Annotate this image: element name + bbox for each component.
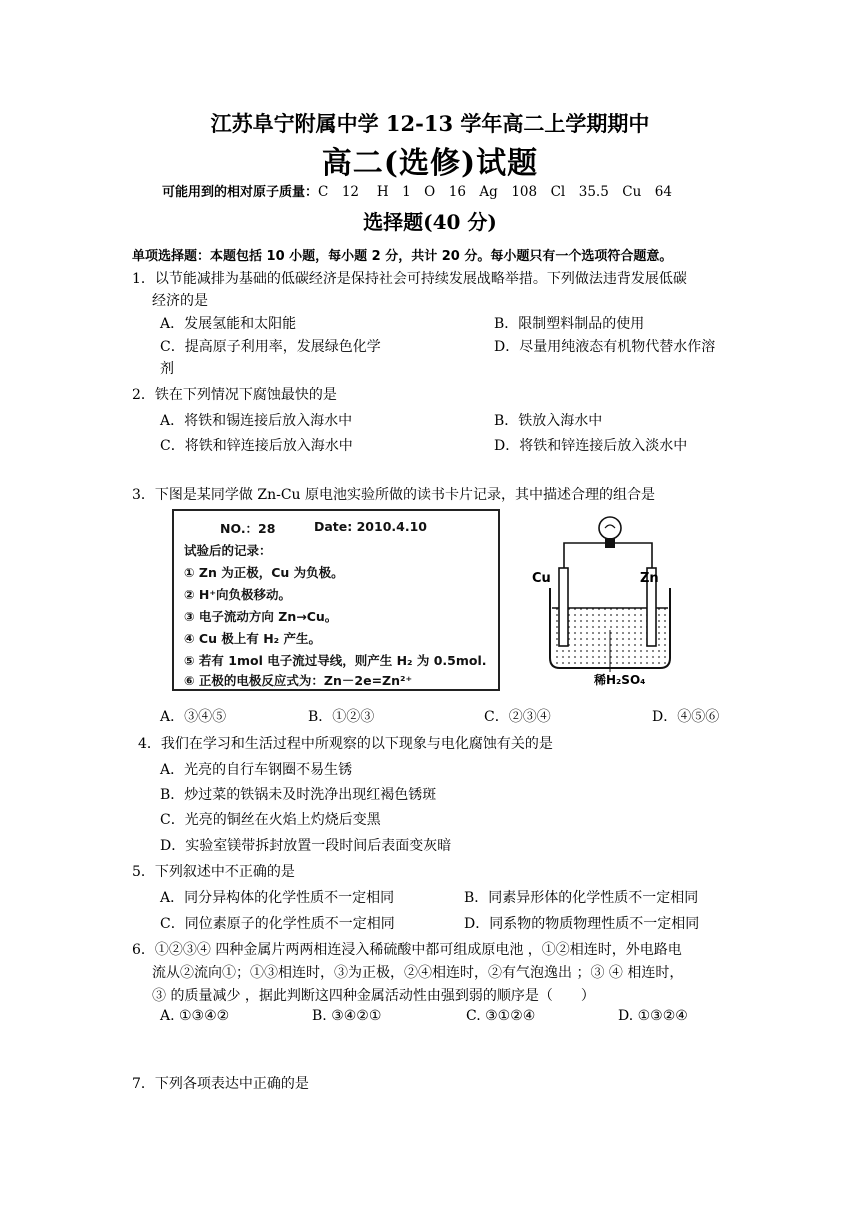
galvanic-cell-svg: [530, 510, 690, 688]
q1-option-a: A．发展氢能和太阳能: [160, 316, 297, 332]
reading-card: [172, 509, 500, 691]
q6-option-d: D. ①③②④: [618, 1008, 688, 1024]
galvanic-cell-diagram: [530, 510, 690, 688]
q5-option-a: A．同分异构体的化学性质不一定相同: [160, 890, 395, 906]
exam-school-title: 江苏阜宁附属中学 12-13 学年高二上学期期中: [210, 111, 650, 136]
q2-option-a: A．将铁和锡连接后放入海水中: [160, 413, 353, 429]
q1-option-c: C．提高原子利用率，发展绿色化学: [160, 339, 381, 355]
q3-stem: 3．下图是某同学做 Zn-Cu 原电池实验所做的读书卡片记录，其中描述合理的组合是: [132, 487, 656, 503]
bulb-icon: [599, 517, 621, 539]
card-heading: 试验后的记录：: [184, 543, 272, 558]
q4-stem: 4．我们在学习和生活过程中所观察的以下现象与电化腐蚀有关的是: [138, 736, 553, 752]
q6-option-b: B. ③④②①: [312, 1008, 382, 1024]
exam-title: 高二(选修)试题: [321, 146, 539, 181]
q6-stem-line1: 6．①②③④ 四种金属片两两相连浸入稀硫酸中都可组成原电池 ，①②相连时，外电路电: [132, 942, 682, 958]
q5-stem: 5．下列叙述中不正确的是: [132, 864, 295, 880]
q6-stem-line2: 流从②流向①；①③相连时，③为正极，②④相连时，②有气泡逸出 ；③ ④ 相连时，: [152, 965, 684, 981]
q2-option-d: D．将铁和锌连接后放入淡水中: [494, 438, 688, 454]
q1-stem-line2: 经济的是: [152, 293, 208, 309]
card-item-1: ① Zn 为正极，Cu 为负极。: [184, 565, 344, 580]
q1-option-c-wrap: 剂: [160, 361, 174, 377]
q1-option-b: B．限制塑料制品的使用: [494, 316, 645, 332]
card-item-3: ③ 电子流动方向 Zn→Cu。: [184, 609, 338, 624]
zn-label: Zn: [640, 571, 659, 586]
section-instructions: 单项选择题：本题包括 10 小题，每小题 2 分，共计 20 分。每小题只有一个选项符合题意。: [132, 249, 673, 264]
q3-option-a: A．③④⑤: [160, 709, 227, 725]
card-date: Date: 2010.4.10: [314, 519, 427, 534]
q4-option-d: D．实验室镁带拆封放置一段时间后表面变灰暗: [160, 838, 452, 854]
card-item-2: ② H⁺向负极移动。: [184, 587, 291, 602]
q6-stem-line3: ③ 的质量减少 ，据此判断这四种金属活动性由强到弱的顺序是（ ）: [152, 988, 595, 1004]
q3-option-d: D．④⑤⑥: [652, 709, 720, 725]
q1-stem-line1: 1．以节能减排为基础的低碳经济是保持社会可持续发展战略举措。下列做法违背发展低碳: [132, 271, 687, 287]
q2-option-c: C．将铁和锌连接后放入海水中: [160, 438, 353, 454]
q3-option-c: C．②③④: [484, 709, 551, 725]
section-title: 选择题(40 分): [363, 210, 497, 234]
q6-option-c: C. ③①②④: [466, 1008, 536, 1024]
atomic-mass-label: 可能用到的相对原子质量：: [162, 185, 319, 200]
q2-option-b: B．铁放入海水中: [494, 413, 603, 429]
q5-option-c: C．同位素原子的化学性质不一定相同: [160, 916, 395, 932]
card-item-5: ⑤ 若有 1mol 电子流过导线，则产生 H₂ 为 0.5mol.: [184, 653, 487, 668]
q2-stem: 2．铁在下列情况下腐蚀最快的是: [132, 387, 337, 403]
q5-option-d: D．同系物的物质物理性质不一定相同: [464, 916, 700, 932]
q1-option-d: D．尽量用纯液态有机物代替水作溶: [494, 339, 716, 355]
q5-option-b: B．同素异形体的化学性质不一定相同: [464, 890, 699, 906]
cu-electrode: [559, 568, 568, 646]
q4-option-a: A．光亮的自行车钢圈不易生锈: [160, 762, 353, 778]
q6-option-a: A. ①③④②: [160, 1008, 230, 1024]
card-item-6: ⑥ 正极的电极反应式为：Zn－2e=Zn²⁺: [184, 673, 413, 688]
q7-stem: 7．下列各项表达中正确的是: [132, 1076, 309, 1092]
atomic-mass-line: [162, 180, 672, 200]
q4-option-b: B．炒过菜的铁锅未及时洗净出现红褐色锈斑: [160, 787, 437, 803]
q4-option-c: C．光亮的铜丝在火焰上灼烧后变黑: [160, 812, 381, 828]
q3-option-b: B．①②③: [308, 709, 375, 725]
solution-label: 稀H₂SO₄: [594, 673, 646, 687]
card-item-4: ④ Cu 极上有 H₂ 产生。: [184, 631, 321, 646]
atomic-mass-values: C 12 H 1 O 16 Ag 108 Cl 35.5 Cu 64: [318, 184, 672, 200]
cu-label: Cu: [532, 571, 551, 586]
card-number: NO.：28: [220, 521, 276, 536]
